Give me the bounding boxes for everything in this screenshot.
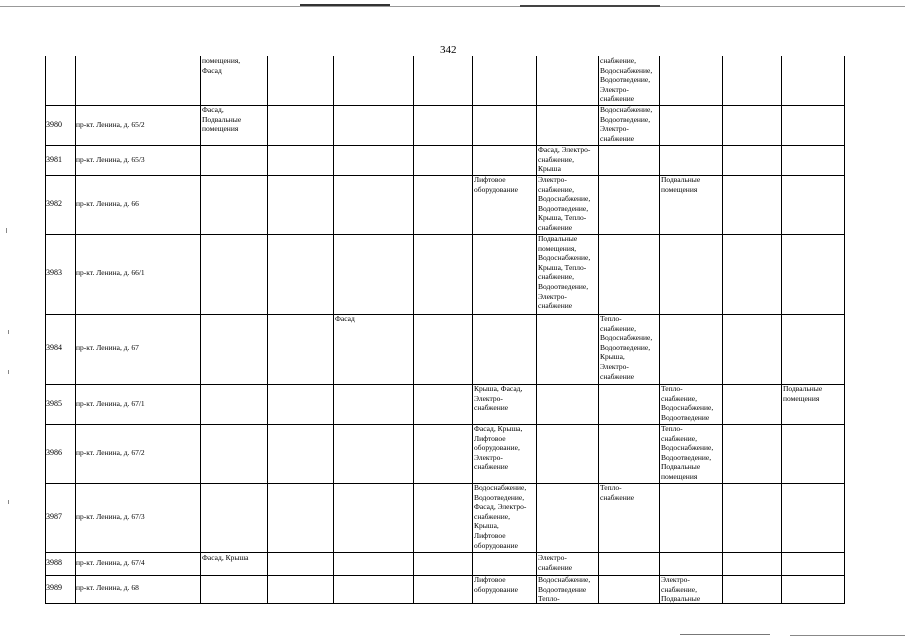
grid-line	[45, 603, 845, 604]
row-number: 3988	[46, 558, 62, 567]
grid-line	[75, 56, 76, 604]
table-cell: помещения, Фасад	[202, 56, 241, 75]
grid-line	[267, 56, 268, 604]
row-number: 3989	[46, 583, 62, 592]
grid-line	[45, 105, 845, 106]
grid-line	[45, 575, 845, 576]
grid-line	[45, 314, 845, 315]
address-cell: пр-кт. Ленина, д. 67/1	[76, 399, 145, 408]
grid-line	[598, 56, 599, 604]
address-cell: пр-кт. Ленина, д. 68	[76, 583, 139, 592]
table-cell: Тепло- снабжение, Водоснабжение, Водоотведение, Подвальные помещения	[661, 424, 714, 481]
page-number: 342	[440, 44, 457, 56]
grid-line	[45, 145, 845, 146]
grid-line	[45, 234, 845, 235]
table-cell: Фасад, Подвальные помещения	[202, 105, 242, 134]
row-number: 3983	[46, 268, 62, 277]
table-cell: Подвальные помещения	[783, 384, 823, 403]
grid-line	[45, 483, 845, 484]
address-cell: пр-кт. Ленина, д. 67/2	[76, 448, 145, 457]
table-cell: Электро- снабжение, Подвальные	[661, 575, 701, 604]
grid-line	[722, 56, 723, 604]
grid-line	[45, 56, 46, 604]
row-number: 3984	[46, 343, 62, 352]
row-number: 3981	[46, 155, 62, 164]
table-cell: Электро- снабжение	[538, 553, 573, 572]
grid-line	[844, 56, 845, 604]
table-cell: Тепло- снабжение, Водоснабжение, Водоотведение	[661, 384, 714, 422]
address-cell: пр-кт. Ленина, д. 66	[76, 199, 139, 208]
table-cell: Подвальные помещения	[661, 175, 701, 194]
scan-mark	[8, 330, 9, 334]
address-cell: пр-кт. Ленина, д. 65/3	[76, 155, 145, 164]
table-cell: снабжение, Водоснабжение, Водоотведение, Электро- снабжение	[600, 56, 653, 104]
table-cell: Фасад, Крыша, Лифтовое оборудование, Электро- снабжение	[474, 424, 523, 472]
address-cell: пр-кт. Ленина, д. 67/4	[76, 558, 145, 567]
scan-artifact-top	[520, 5, 660, 7]
table-cell: Лифтовое оборудование	[474, 175, 518, 194]
inspection-table	[45, 56, 845, 604]
table-cell: Водоснабжение, Водоотведение, Фасад, Электро- снабжение, Крыша, Лифтовое оборудование	[474, 483, 527, 550]
grid-line	[472, 56, 473, 604]
grid-line	[45, 424, 845, 425]
grid-line	[781, 56, 782, 604]
grid-line	[333, 56, 334, 604]
address-cell: пр-кт. Ленина, д. 67	[76, 343, 139, 352]
scan-mark	[8, 500, 9, 504]
table-cell: Фасад, Электро- снабжение, Крыша	[538, 145, 591, 174]
grid-line	[45, 175, 845, 176]
row-number: 3987	[46, 512, 62, 521]
grid-line	[536, 56, 537, 604]
row-number: 3982	[46, 199, 62, 208]
grid-line	[413, 56, 414, 604]
address-cell: пр-кт. Ленина, д. 67/3	[76, 512, 145, 521]
scan-mark	[6, 228, 7, 233]
grid-line	[659, 56, 660, 604]
table-cell: Фасад, Крыша	[202, 553, 249, 562]
scan-mark	[8, 370, 9, 374]
table-cell: Лифтовое оборудование	[474, 575, 518, 594]
table-cell: Подвальные помещения, Водоснабжение, Крыша, Тепло- снабжение, Водоотведение, Электро- снабжение	[538, 234, 591, 311]
grid-line	[45, 384, 845, 385]
scan-artifact-bottom	[680, 634, 770, 635]
row-number: 3985	[46, 399, 62, 408]
scan-edge-line	[0, 6, 905, 7]
table-cell: Фасад	[335, 314, 355, 323]
scan-artifact-bottom	[790, 635, 905, 636]
address-cell: пр-кт. Ленина, д. 66/1	[76, 268, 145, 277]
table-cell: Водоснабжение, Водоотведение, Электро- снабжение	[600, 105, 653, 143]
grid-line	[200, 56, 201, 604]
table-cell: Тепло- снабжение, Водоснабжение, Водоотведение, Крыша, Электро- снабжение	[600, 314, 653, 381]
table-cell: Электро- снабжение, Водоснабжение, Водоотведение, Крыша, Тепло- снабжение	[538, 175, 591, 232]
table-cell: Крыша, Фасад, Электро- снабжение	[474, 384, 523, 413]
row-number: 3980	[46, 120, 62, 129]
row-number: 3986	[46, 448, 62, 457]
scan-artifact-top	[300, 4, 390, 6]
grid-line	[45, 552, 845, 553]
address-cell: пр-кт. Ленина, д. 65/2	[76, 120, 145, 129]
table-cell: Тепло- снабжение	[600, 483, 635, 502]
table-cell: Водоснабжение, Водоотведение Тепло-	[538, 575, 591, 604]
